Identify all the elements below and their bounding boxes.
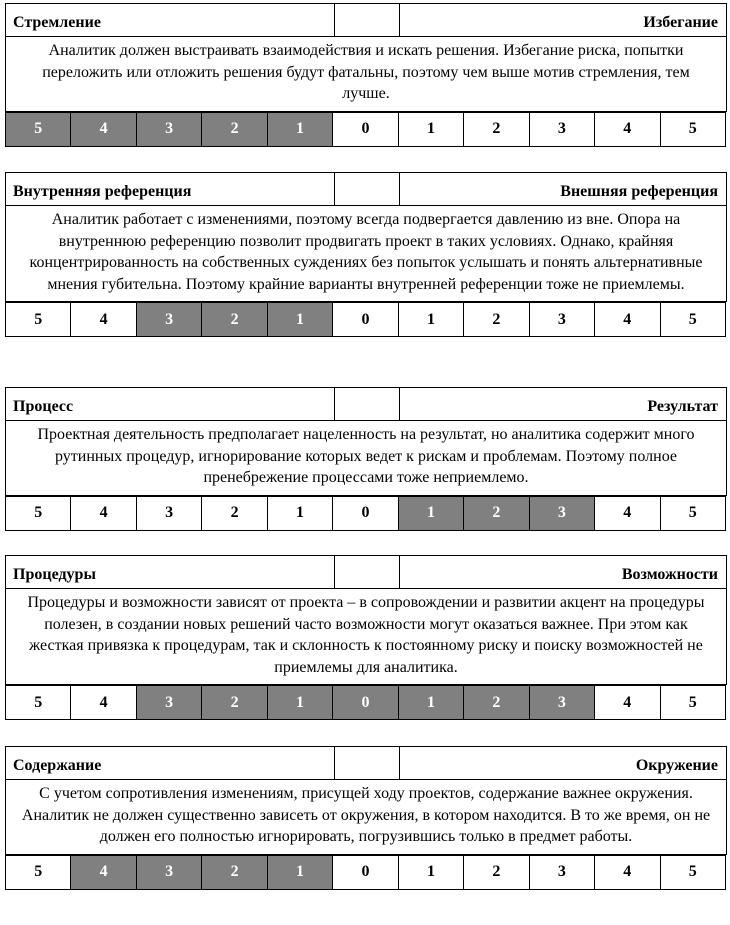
right-pole-label: Возможности <box>400 556 727 589</box>
description-text: Процедуры и возможности зависят от проекта – в сопровождении и развитии акцент на процедуры полезен, в создании новых решений часто возможности могут оказаться важнее. При этом как жесткая привязка к процедурам, так и склонность к постоянному риску и поиску возможностей не приемлемы для аналитика. <box>6 589 727 685</box>
scale-table <box>5 172 727 302</box>
description-text: Аналитик работает с изменениями, поэтому всегда подвергается давлению из вне. Опора на внутреннюю референцию позволит продвигать проект в таких условиях. Однако, крайняя концентрированность на собственных суждениях без попыток услышать и понять альтернативные мнения губительна. Поэтому крайние варианты внутренней референции тоже не приемлемы. <box>6 206 727 302</box>
scale-row-table <box>5 112 726 147</box>
scale-cell: 4 <box>71 686 136 720</box>
scale-cell: 1 <box>267 855 332 889</box>
scale-cell: 2 <box>464 112 529 146</box>
scale-cell: 0 <box>333 303 398 337</box>
header-row <box>6 4 727 37</box>
scale-block-internal-external-reference <box>5 172 726 337</box>
right-pole-label: Внешняя референция <box>400 173 727 206</box>
description-text: Проектная деятельность предполагает нацеленность на результат, но аналитика содержит много рутинных процедур, игнорирование которых ведет к рискам и проблемам. Поэтому полное пренебрежение процессами тоже неприемлемо. <box>6 421 727 496</box>
scale-cell: 5 <box>6 303 71 337</box>
scale-cell: 0 <box>333 496 398 530</box>
scale-row <box>6 686 726 720</box>
scale-row <box>6 112 726 146</box>
scale-cell: 2 <box>202 112 267 146</box>
scale-cell: 4 <box>71 303 136 337</box>
scale-block-process-result <box>5 387 726 531</box>
scale-cell: 1 <box>267 686 332 720</box>
scale-cell: 3 <box>529 686 594 720</box>
scale-cell: 1 <box>398 303 463 337</box>
description-text: Аналитик должен выстраивать взаимодействия и искать решения. Избегание риска, попытки переложить или отложить решения будут фатальны, поэтому чем выше мотив стремления, тем лучше. <box>6 37 727 112</box>
scale-cell: 5 <box>6 112 71 146</box>
scale-cell: 1 <box>267 496 332 530</box>
description-row <box>6 589 727 685</box>
left-pole-label: Содержание <box>6 747 335 780</box>
header-row <box>6 747 727 780</box>
scale-block-procedures-options <box>5 555 726 720</box>
scale-row <box>6 496 726 530</box>
scale-cell: 1 <box>398 496 463 530</box>
description-row <box>6 37 727 112</box>
scale-cell: 3 <box>136 112 201 146</box>
scale-cell: 0 <box>333 855 398 889</box>
description-row <box>6 780 727 855</box>
description-row <box>6 206 727 302</box>
scale-cell: 1 <box>398 855 463 889</box>
right-pole-label: Избегание <box>400 4 727 37</box>
scale-row-table <box>5 855 726 890</box>
scale-cell: 3 <box>136 686 201 720</box>
scale-row-table <box>5 302 726 337</box>
scale-cell: 3 <box>529 855 594 889</box>
center-empty-cell <box>335 747 400 780</box>
scale-row-table <box>5 496 726 531</box>
scale-cell: 2 <box>464 303 529 337</box>
header-row <box>6 556 727 589</box>
scale-table <box>5 3 727 112</box>
scale-cell: 4 <box>595 303 660 337</box>
scale-cell: 4 <box>595 496 660 530</box>
center-empty-cell <box>335 173 400 206</box>
scale-cell: 2 <box>464 686 529 720</box>
scale-cell: 1 <box>398 112 463 146</box>
scale-cell: 3 <box>529 496 594 530</box>
description-text: С учетом сопротивления изменениям, присущей ходу проектов, содержание важнее окружения. Аналитик не должен существенно зависеть от окружения, в котором находится. В то же время, он не должен его полностью игнорировать, погрузившись только в предмет работы. <box>6 780 727 855</box>
scale-row <box>6 855 726 889</box>
scale-table <box>5 746 727 855</box>
center-empty-cell <box>335 388 400 421</box>
scale-cell: 0 <box>333 686 398 720</box>
scale-cell: 3 <box>136 855 201 889</box>
scale-cell: 3 <box>136 496 201 530</box>
scale-cell: 4 <box>595 112 660 146</box>
scale-cell: 5 <box>660 855 725 889</box>
scale-block-approach-avoidance <box>5 3 726 147</box>
scale-cell: 4 <box>71 496 136 530</box>
scale-block-content-environment <box>5 746 726 890</box>
scale-row <box>6 303 726 337</box>
scale-cell: 4 <box>71 112 136 146</box>
scale-cell: 3 <box>529 112 594 146</box>
scale-cell: 1 <box>267 112 332 146</box>
scale-row-table <box>5 685 726 720</box>
scale-cell: 2 <box>202 686 267 720</box>
scale-cell: 5 <box>660 303 725 337</box>
scale-cell: 2 <box>202 855 267 889</box>
scale-cell: 2 <box>464 855 529 889</box>
scale-cell: 5 <box>6 496 71 530</box>
scale-cell: 1 <box>267 303 332 337</box>
scale-cell: 3 <box>529 303 594 337</box>
scale-cell: 5 <box>6 686 71 720</box>
scale-cell: 5 <box>6 855 71 889</box>
right-pole-label: Результат <box>400 388 727 421</box>
scale-cell: 1 <box>398 686 463 720</box>
scale-table <box>5 555 727 685</box>
center-empty-cell <box>335 556 400 589</box>
scale-cell: 2 <box>202 496 267 530</box>
left-pole-label: Стремление <box>6 4 335 37</box>
header-row <box>6 173 727 206</box>
center-empty-cell <box>335 4 400 37</box>
left-pole-label: Процесс <box>6 388 335 421</box>
scale-cell: 3 <box>136 303 201 337</box>
scale-cell: 2 <box>202 303 267 337</box>
scale-cell: 2 <box>464 496 529 530</box>
scale-cell: 5 <box>660 112 725 146</box>
scale-cell: 5 <box>660 496 725 530</box>
left-pole-label: Процедуры <box>6 556 335 589</box>
right-pole-label: Окружение <box>400 747 727 780</box>
left-pole-label: Внутренняя референция <box>6 173 335 206</box>
scale-cell: 5 <box>660 686 725 720</box>
scale-cell: 4 <box>595 686 660 720</box>
scale-cell: 4 <box>595 855 660 889</box>
scale-cell: 4 <box>71 855 136 889</box>
scale-table <box>5 387 727 496</box>
header-row <box>6 388 727 421</box>
scale-cell: 0 <box>333 112 398 146</box>
description-row <box>6 421 727 496</box>
